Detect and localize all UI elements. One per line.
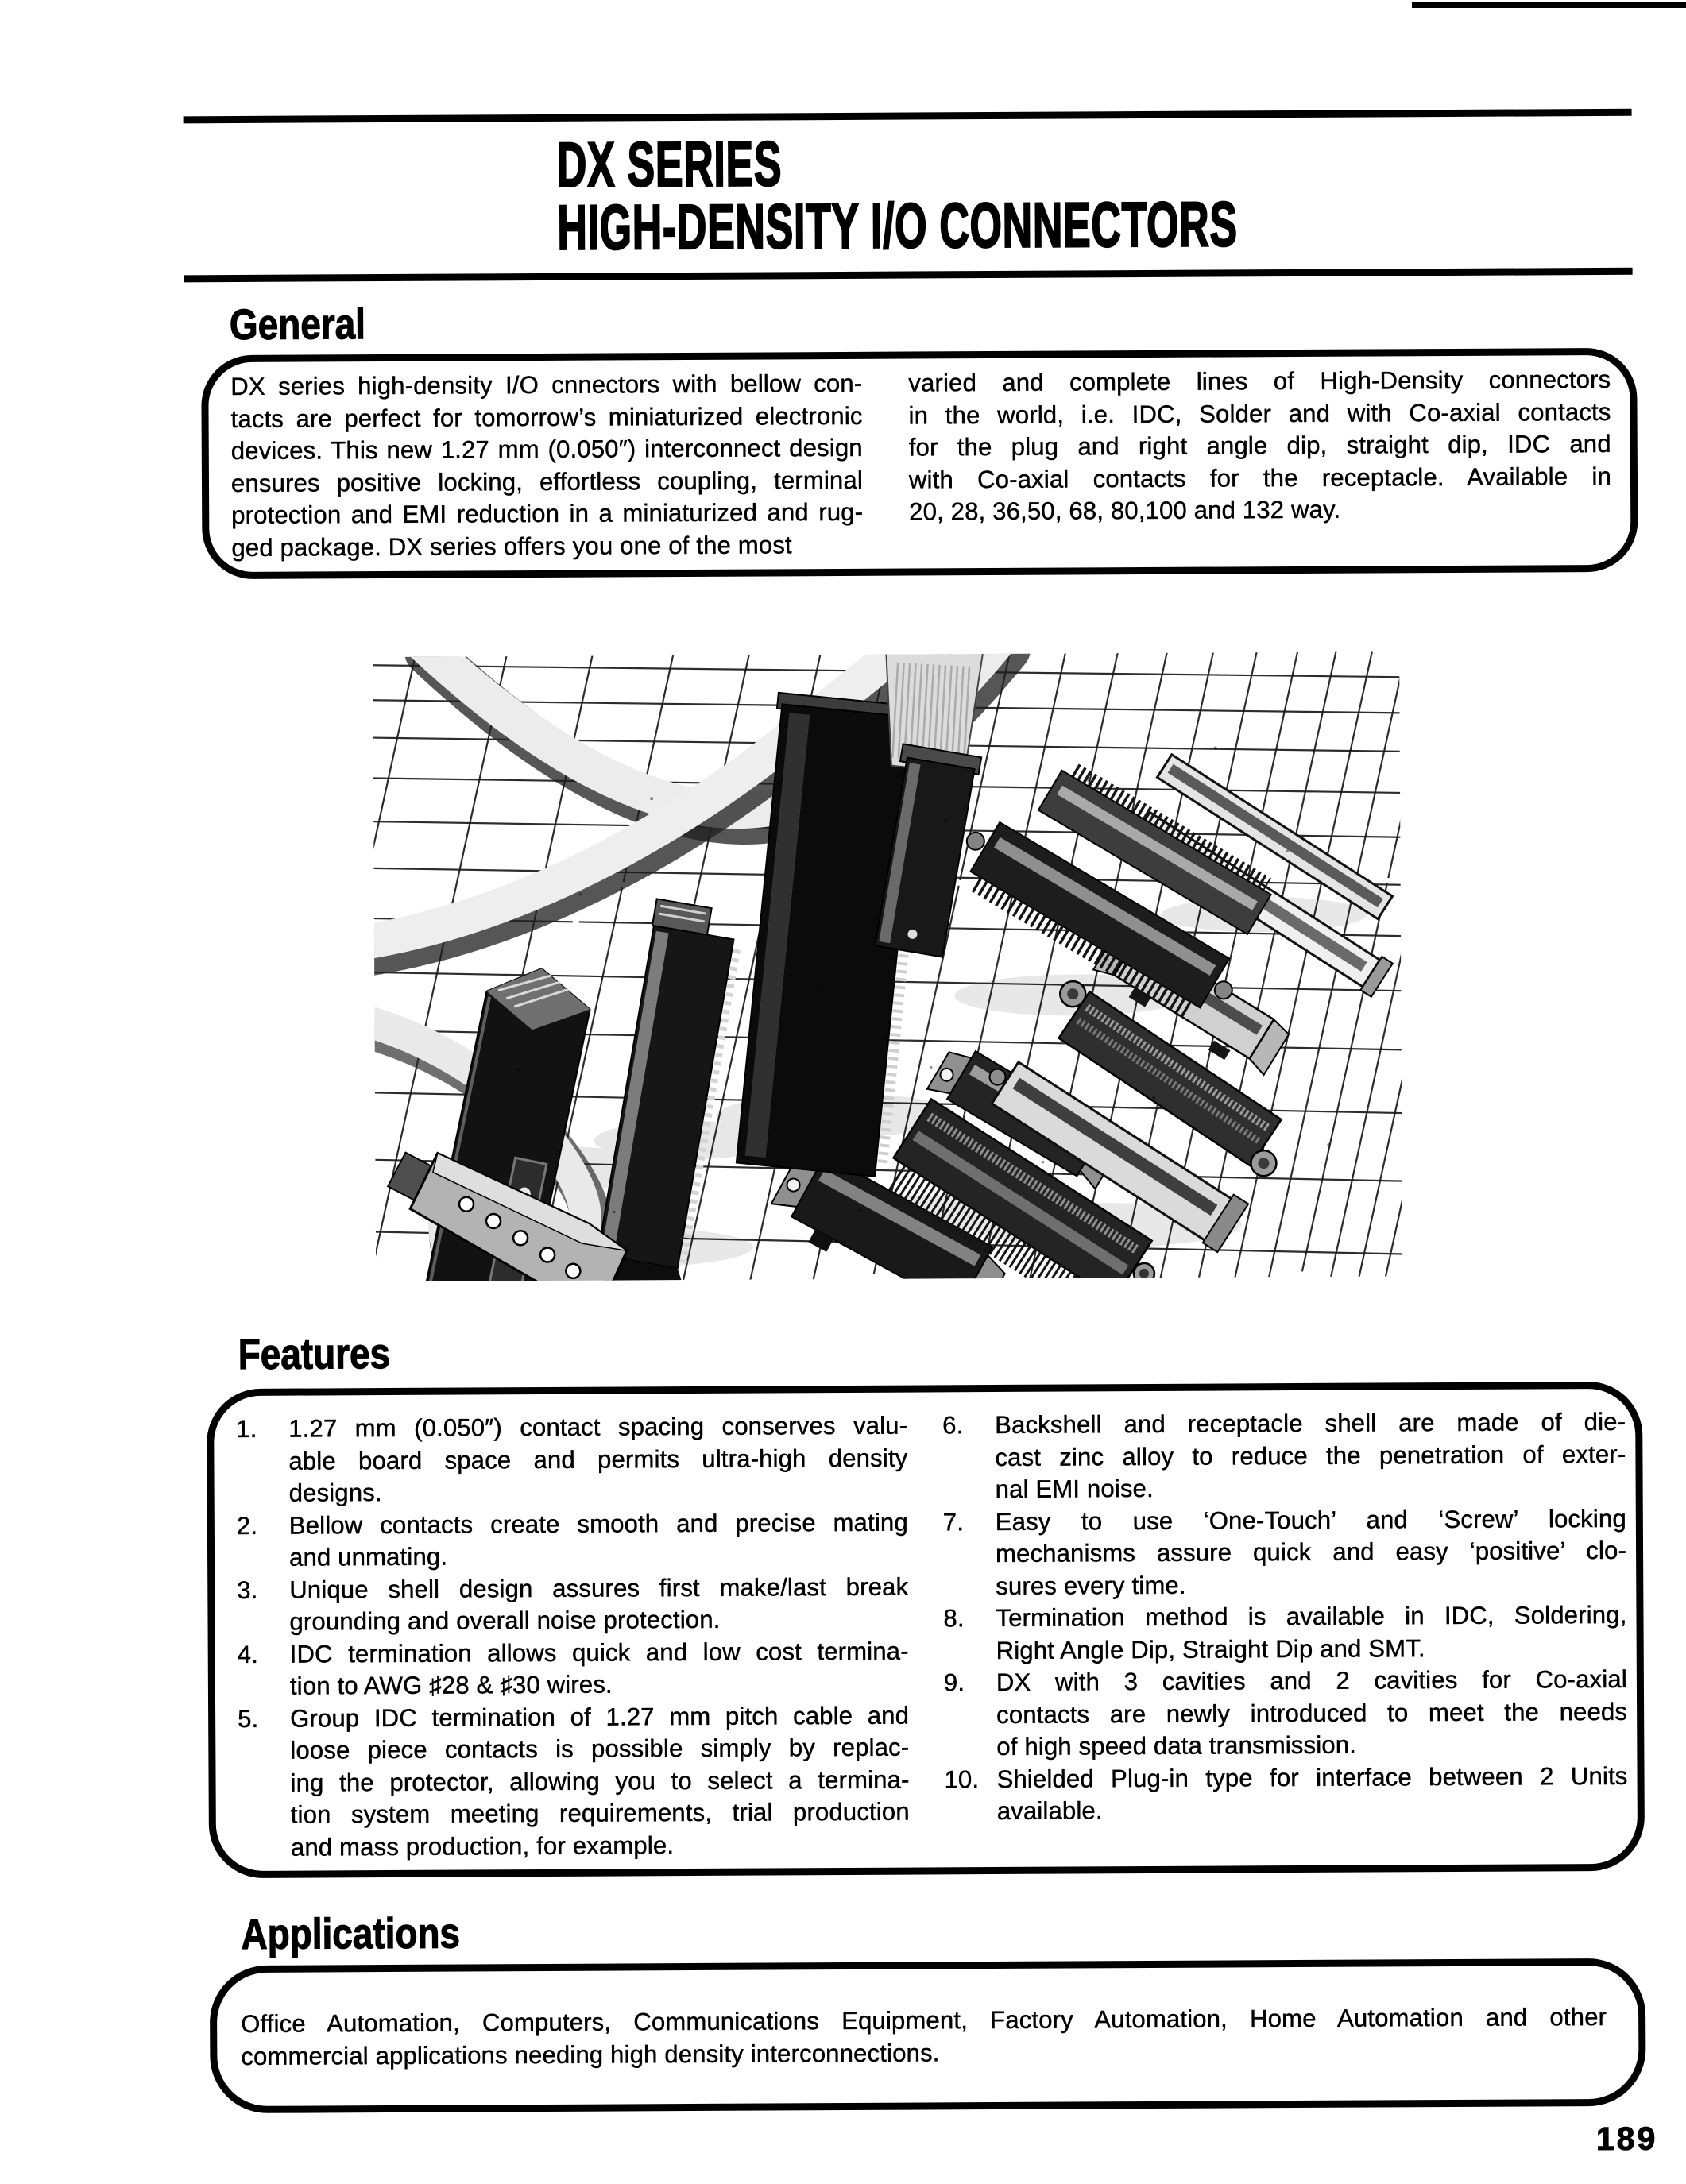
text-line: tion system meeting requirements, trial production: [290, 1797, 910, 1829]
feature-number: 7.: [942, 1507, 965, 1536]
feature-item: [237, 1571, 908, 1638]
feature-text: [995, 1406, 1626, 1506]
text-line: sures every time.: [996, 1571, 1186, 1600]
text-line: ensures positive locking, effortless coupling, terminal: [230, 466, 864, 497]
text-line: Easy to use ‘One-Touch’ and ‘Screw’ locking: [995, 1504, 1626, 1536]
feature-number: 6.: [942, 1411, 964, 1440]
text-line: Right Angle Dip, Straight Dip and SMT.: [996, 1633, 1425, 1664]
text-line: ged package. DX series offers you one of the most: [231, 530, 792, 562]
text-line: Bellow contacts create smooth and precise mating: [288, 1508, 908, 1540]
text-line: with Co-axial contacts for the receptacle. Available in: [908, 462, 1612, 494]
text-line: and mass production, for example.: [290, 1830, 675, 1861]
feature-number: 9.: [943, 1668, 965, 1697]
feature-number: 2.: [236, 1511, 258, 1540]
text-line: commercial applications needing high density interconnections.: [241, 2038, 940, 2070]
feature-text: [289, 1506, 908, 1574]
feature-text: [290, 1699, 910, 1864]
title-rule-bottom: [184, 268, 1633, 283]
text-line: Office Automation, Computers, Communications Equipment, Factory Automation, Home Automation and other: [241, 2002, 1607, 2038]
feature-text: [996, 1599, 1626, 1667]
feature-item: [944, 1664, 1628, 1764]
feature-item: [237, 1506, 908, 1574]
text-line: 20, 28, 36,50, 68, 80,100 and 132 way.: [909, 495, 1341, 526]
applications-heading: Applications: [241, 1909, 461, 1958]
feature-text: [996, 1664, 1628, 1764]
text-line: Group IDC termination of 1.27 mm pitch cable and: [290, 1701, 910, 1733]
page-title: [556, 128, 1238, 263]
general-column-left: [230, 368, 863, 572]
text-line: ing the protector, allowing you to select a termina-: [290, 1765, 910, 1797]
feature-number: 5.: [238, 1704, 259, 1733]
feature-text: [290, 1635, 909, 1703]
features-column-right: [942, 1406, 1628, 1867]
page-number: 189: [1595, 2120, 1658, 2158]
text-line: able board space and permits ultra-high density: [288, 1444, 908, 1475]
feature-item: [942, 1406, 1626, 1506]
text-line: IDC termination allows quick and low cost termina-: [289, 1637, 909, 1668]
text-line: mechanisms assure quick and easy ‘positive’ clo-: [995, 1536, 1627, 1568]
text-line: cast zinc alloy to reduce the penetration of exter-: [995, 1440, 1626, 1471]
text-line: Backshell and receptacle shell are made of die-: [995, 1407, 1626, 1440]
text-line: contacts are newly introduced to meet the needs: [996, 1697, 1628, 1729]
feature-item: [943, 1599, 1626, 1668]
text-line: in the world, i.e. IDC, Solder and with Co-axial contacts: [908, 397, 1611, 430]
feature-number: 10.: [944, 1765, 980, 1793]
title-line-2: HIGH-DENSITY I/O CONNECTORS: [557, 188, 1238, 263]
text-line: varied and complete lines of High-Density connectors: [908, 365, 1611, 397]
text-line: protection and EMI reduction in a miniaturized and rug-: [231, 497, 864, 530]
text-line: DX series high-density I/O cnnectors with bellow con-: [230, 369, 863, 401]
text-line: grounding and overall noise protection.: [289, 1605, 721, 1636]
features-column-left: [236, 1410, 910, 1871]
feature-number: 3.: [237, 1575, 258, 1604]
text-line: 1.27 mm (0.050″) contact spacing conserves valu-: [288, 1411, 908, 1443]
general-box: [201, 348, 1638, 579]
text-line: nal EMI noise.: [995, 1474, 1154, 1504]
applications-box: [210, 1958, 1646, 2113]
text-line: Shielded Plug-in type for interface between 2 Units: [996, 1761, 1628, 1793]
text-line: Termination method is available in IDC, Soldering,: [996, 1600, 1627, 1633]
text-line: available.: [996, 1796, 1103, 1825]
text-line: Unique shell design assures first make/last break: [289, 1572, 909, 1604]
text-line: DX with 3 cavities and 2 cavities for Co-axial: [996, 1664, 1627, 1696]
text-line: devices. This new 1.27 mm (0.050″) interconnect design: [230, 433, 863, 466]
text-line: loose piece contacts is possible simply by replac-: [290, 1733, 910, 1765]
feature-text: [996, 1502, 1627, 1602]
feature-item: [236, 1410, 908, 1510]
text-line: tion to AWG ♯28 & ♯30 wires.: [289, 1670, 613, 1700]
feature-item: [238, 1699, 910, 1864]
feature-text: [288, 1410, 908, 1510]
text-line: and unmating.: [288, 1542, 448, 1571]
connectors-photo: [373, 651, 1402, 1281]
feature-item: [238, 1635, 909, 1703]
features-heading: Features: [238, 1329, 391, 1378]
general-heading: General: [229, 300, 366, 350]
text-line: designs.: [288, 1479, 382, 1507]
feature-number: 4.: [237, 1640, 259, 1668]
feature-text: [289, 1571, 908, 1638]
text-line: tacts are perfect for tomorrow’s miniaturized electronic: [230, 401, 863, 433]
text-line: of high speed data transmission.: [996, 1730, 1357, 1761]
feature-item: [943, 1502, 1627, 1602]
text-line: for the plug and right angle dip, straight dip, IDC and: [908, 429, 1611, 462]
title-line-1: DX SERIES: [556, 128, 783, 200]
feature-text: [996, 1760, 1627, 1827]
feature-item: [944, 1760, 1627, 1828]
general-column-right: [908, 364, 1611, 569]
features-box: [207, 1382, 1645, 1878]
feature-number: 8.: [943, 1604, 965, 1633]
feature-number: 1.: [236, 1414, 257, 1444]
title-rule-top: [184, 109, 1632, 124]
